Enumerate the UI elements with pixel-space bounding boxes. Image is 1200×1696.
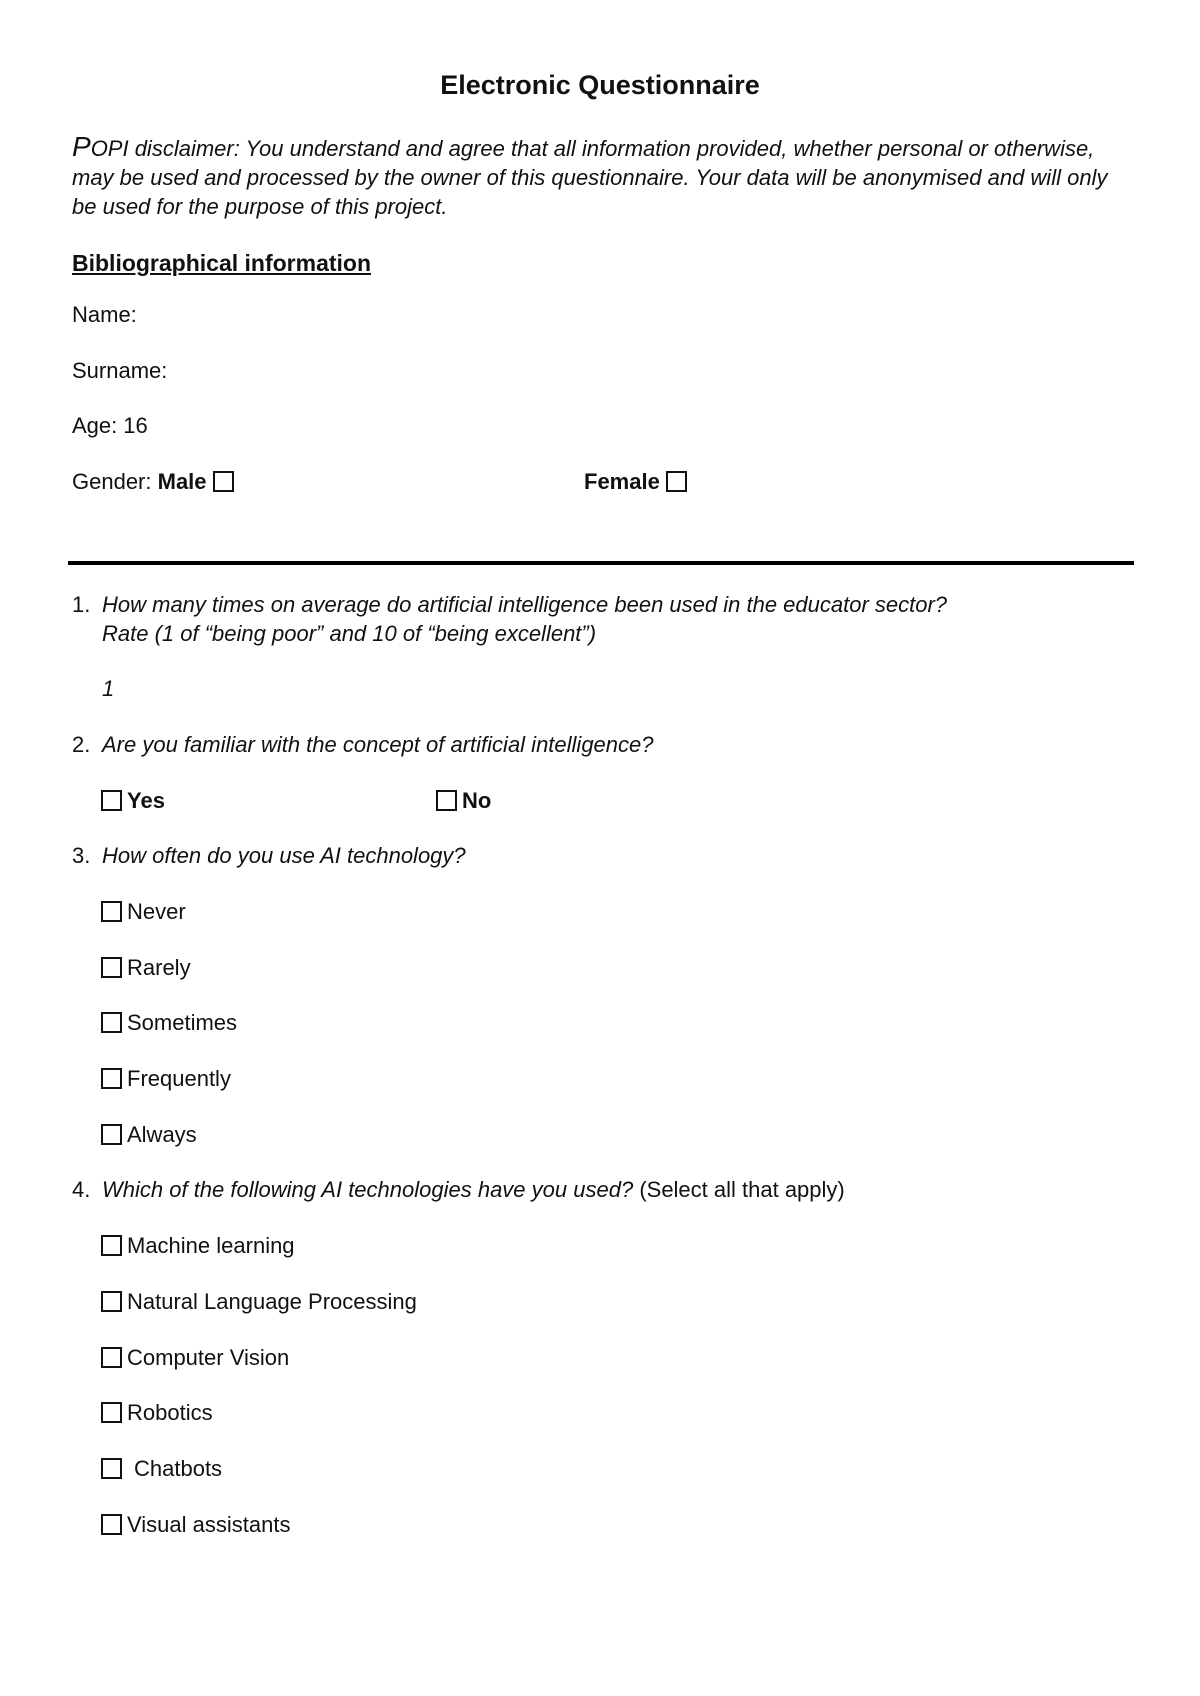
- visual-assistants-label: Visual assistants: [127, 1512, 291, 1537]
- question-1-subtext: Rate (1 of “being poor” and 10 of “being excellent”): [102, 621, 597, 646]
- disclaimer-initial: P: [72, 131, 91, 162]
- frequently-label: Frequently: [127, 1066, 231, 1091]
- question-4-text: Which of the following AI technologies have you used?: [102, 1177, 634, 1202]
- option-no[interactable]: [436, 788, 491, 814]
- surname-field: [72, 358, 167, 384]
- female-option: [584, 469, 687, 495]
- age-field: [72, 413, 148, 439]
- option-nlp[interactable]: [101, 1289, 417, 1315]
- option-never[interactable]: [101, 899, 186, 925]
- popi-disclaimer: [72, 132, 1122, 221]
- sometimes-label: Sometimes: [127, 1010, 238, 1035]
- option-computer-vision[interactable]: [101, 1345, 289, 1371]
- question-4: [72, 1177, 845, 1203]
- never-checkbox[interactable]: [101, 901, 122, 922]
- option-sometimes[interactable]: [101, 1010, 237, 1036]
- name-label: Name:: [72, 302, 137, 327]
- question-3: [72, 843, 466, 869]
- no-checkbox[interactable]: [436, 790, 457, 811]
- female-checkbox[interactable]: [666, 471, 687, 492]
- male-label: Male: [157, 469, 207, 494]
- age-value: 16: [123, 413, 148, 438]
- option-always[interactable]: [101, 1122, 197, 1148]
- question-4-number: 4.: [72, 1177, 91, 1202]
- age-label: Age:: [72, 413, 118, 438]
- question-1-answer: 1: [102, 676, 115, 701]
- question-2: [72, 732, 654, 758]
- always-label: Always: [127, 1122, 197, 1147]
- question-3-number: 3.: [72, 843, 91, 868]
- name-field: [72, 302, 137, 328]
- computer-vision-label: Computer Vision: [127, 1345, 290, 1370]
- rarely-checkbox[interactable]: [101, 957, 122, 978]
- no-label: No: [462, 788, 492, 813]
- male-checkbox[interactable]: [213, 471, 234, 492]
- nlp-label: Natural Language Processing: [127, 1289, 417, 1314]
- gender-label: Gender:: [72, 469, 152, 494]
- machine-learning-label: Machine learning: [127, 1233, 295, 1258]
- option-robotics[interactable]: [101, 1400, 213, 1426]
- question-2-text: Are you familiar with the concept of artificial intelligence?: [102, 732, 654, 757]
- option-visual-assistants[interactable]: [101, 1512, 290, 1538]
- surname-label: Surname:: [72, 358, 168, 383]
- female-label: Female: [584, 469, 660, 494]
- nlp-checkbox[interactable]: [101, 1291, 122, 1312]
- sometimes-checkbox[interactable]: [101, 1012, 122, 1033]
- option-machine-learning[interactable]: [101, 1233, 295, 1259]
- chatbots-label: Chatbots: [134, 1456, 223, 1481]
- computer-vision-checkbox[interactable]: [101, 1347, 122, 1368]
- question-4-suffix: (Select all that apply): [639, 1177, 845, 1202]
- never-label: Never: [127, 899, 186, 924]
- page-title: Electronic Questionnaire: [440, 70, 760, 100]
- question-1-number: 1.: [72, 592, 91, 617]
- always-checkbox[interactable]: [101, 1124, 122, 1145]
- question-3-text: How often do you use AI technology?: [102, 843, 466, 868]
- option-rarely[interactable]: [101, 955, 191, 981]
- option-yes[interactable]: [101, 788, 165, 814]
- chatbots-checkbox[interactable]: [101, 1458, 122, 1479]
- visual-assistants-checkbox[interactable]: [101, 1514, 122, 1535]
- yes-checkbox[interactable]: [101, 790, 122, 811]
- question-1: [72, 592, 947, 618]
- section-heading: Bibliographical information: [72, 250, 372, 276]
- yes-label: Yes: [127, 788, 165, 813]
- frequently-checkbox[interactable]: [101, 1068, 122, 1089]
- section-divider: [68, 561, 1134, 565]
- disclaimer-text: OPI disclaimer: You understand and agree that all information provided, whether personal or otherwise, may be used and processed by the owner of this questionnaire. Your data will be anonymised and will only be used for the purpose of this project.: [72, 136, 1108, 219]
- option-frequently[interactable]: [101, 1066, 231, 1092]
- rarely-label: Rarely: [127, 955, 191, 980]
- robotics-label: Robotics: [127, 1400, 213, 1425]
- option-chatbots[interactable]: [101, 1456, 222, 1482]
- question-2-number: 2.: [72, 732, 91, 757]
- question-1-text: How many times on average do artificial intelligence been used in the educator sector?: [102, 592, 948, 617]
- gender-field: [72, 469, 234, 495]
- robotics-checkbox[interactable]: [101, 1402, 122, 1423]
- machine-learning-checkbox[interactable]: [101, 1235, 122, 1256]
